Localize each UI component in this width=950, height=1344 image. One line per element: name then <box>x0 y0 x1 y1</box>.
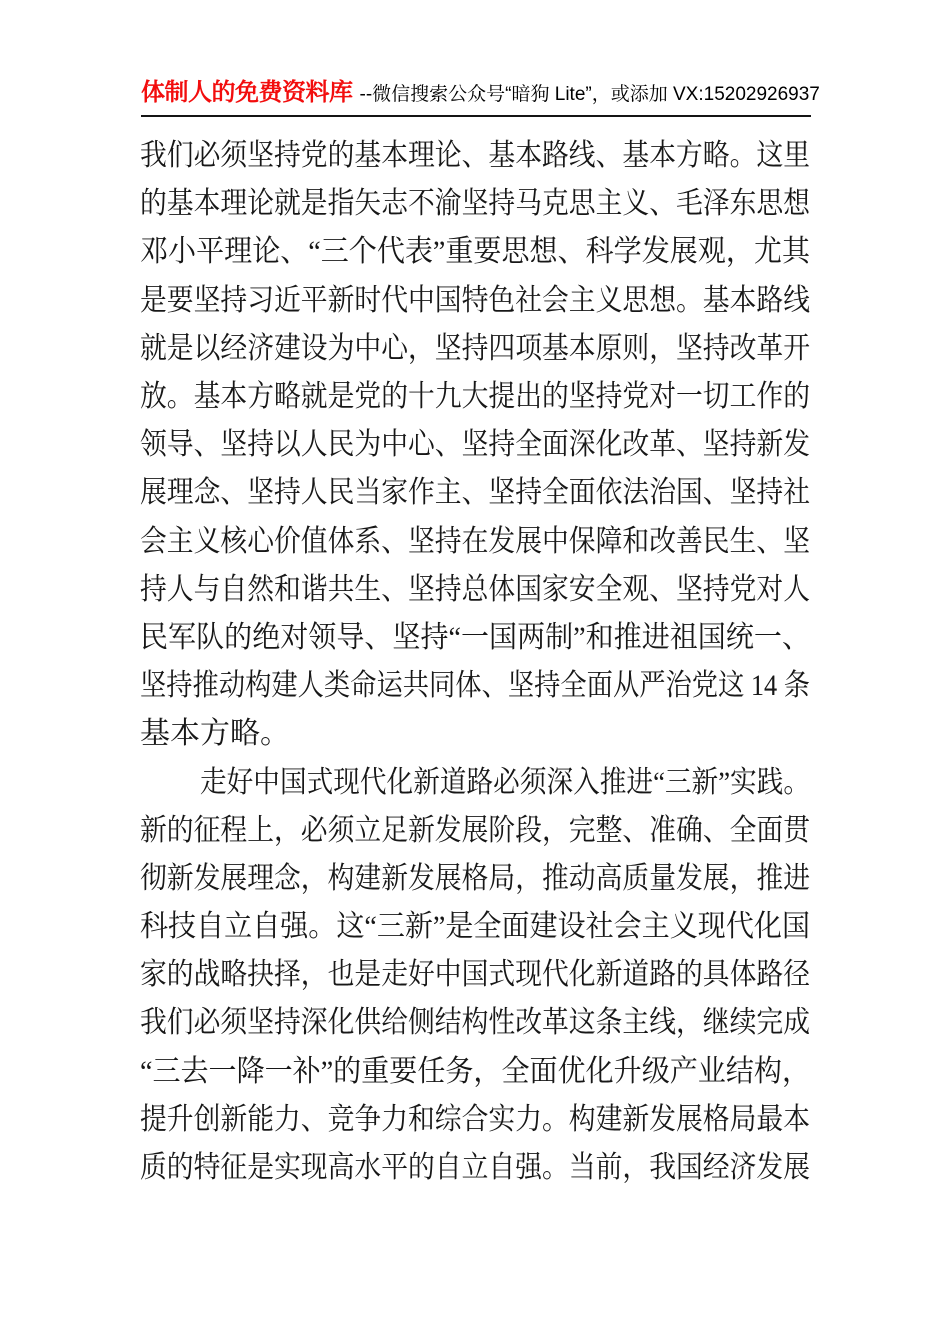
text-line-content: 民军队的绝对领导、坚持“一国两制”和推进祖国统一、 <box>140 620 810 654</box>
text-line <box>140 176 810 224</box>
text-line-content: 邓小平理论、“三个代表”重要思想、科学发展观，尤其 <box>140 235 810 269</box>
text-line <box>140 273 810 321</box>
text-line <box>140 658 810 706</box>
text-line-content: 基本方略。 <box>140 717 290 751</box>
text-line <box>140 321 810 369</box>
text-line <box>140 465 810 513</box>
text-line <box>140 803 810 851</box>
text-line <box>140 851 810 899</box>
text-line-content: “三去一降一补”的重要任务，全面优化升级产业结构， <box>140 1054 810 1088</box>
text-line-content: 走好中国式现代化新道路必须深入推进“三新”实践。 <box>200 765 810 799</box>
text-line <box>140 947 810 995</box>
brand-tagline: --微信搜索公众号“暗狗 Lite”，或添加 VX:15202926937 <box>359 84 820 105</box>
text-line-content: 科技自立自强。这“三新”是全面建设社会主义现代化国 <box>140 910 810 944</box>
text-line <box>140 995 810 1043</box>
text-line <box>140 706 810 754</box>
text-line <box>140 128 810 176</box>
text-line-content: 放。基本方略就是党的十九大提出的坚持党对一切工作的 <box>140 380 810 414</box>
text-line <box>140 754 810 802</box>
text-line-content: 的基本理论就是指矢志不渝坚持马克思主义、毛泽东思想 <box>140 187 810 221</box>
text-line-content: 新的征程上，必须立足新发展阶段，完整、准确、全面贯 <box>140 813 810 847</box>
text-line-content: 质的特征是实现高水平的自立自强。当前，我国经济发展 <box>140 1151 810 1185</box>
text-line-content: 彻新发展理念，构建新发展格局，推动高质量发展，推进 <box>140 861 810 895</box>
text-line <box>140 610 810 658</box>
document-body <box>140 128 810 1188</box>
watermark-header <box>141 78 820 117</box>
text-line-content: 展理念、坚持人民当家作主、坚持全面依法治国、坚持社 <box>140 476 810 510</box>
text-line <box>140 417 810 465</box>
text-line-content: 领导、坚持以人民为中心、坚持全面深化改革、坚持新发 <box>140 428 810 462</box>
text-line-content: 家的战略抉择，也是走好中国式现代化新道路的具体路径 <box>140 958 810 992</box>
text-line <box>140 1044 810 1092</box>
text-line <box>140 1092 810 1140</box>
text-line <box>140 224 810 272</box>
text-line-content: 会主义核心价值体系、坚持在发展中保障和改善民生、坚 <box>140 524 810 558</box>
brand-title: 体制人的免费资料库 <box>141 79 353 106</box>
text-line-content: 坚持推动构建人类命运共同体、坚持全面从严治党这 14 条 <box>140 669 810 703</box>
text-line-content: 我们必须坚持党的基本理论、基本路线、基本方略。这里 <box>140 139 810 173</box>
text-line <box>140 1140 810 1188</box>
text-line-content: 我们必须坚持深化供给侧结构性改革这条主线，继续完成 <box>140 1006 810 1040</box>
text-line-content: 提升创新能力、竞争力和综合实力。构建新发展格局最本 <box>140 1102 810 1136</box>
text-line <box>140 899 810 947</box>
text-line-content: 是要坚持习近平新时代中国特色社会主义思想。基本路线 <box>140 283 810 317</box>
text-line <box>140 369 810 417</box>
text-line <box>140 514 810 562</box>
text-line-content: 持人与自然和谐共生、坚持总体国家安全观、坚持党对人 <box>140 572 810 606</box>
text-line-content: 就是以经济建设为中心，坚持四项基本原则，坚持改革开 <box>140 331 810 365</box>
text-line <box>140 562 810 610</box>
